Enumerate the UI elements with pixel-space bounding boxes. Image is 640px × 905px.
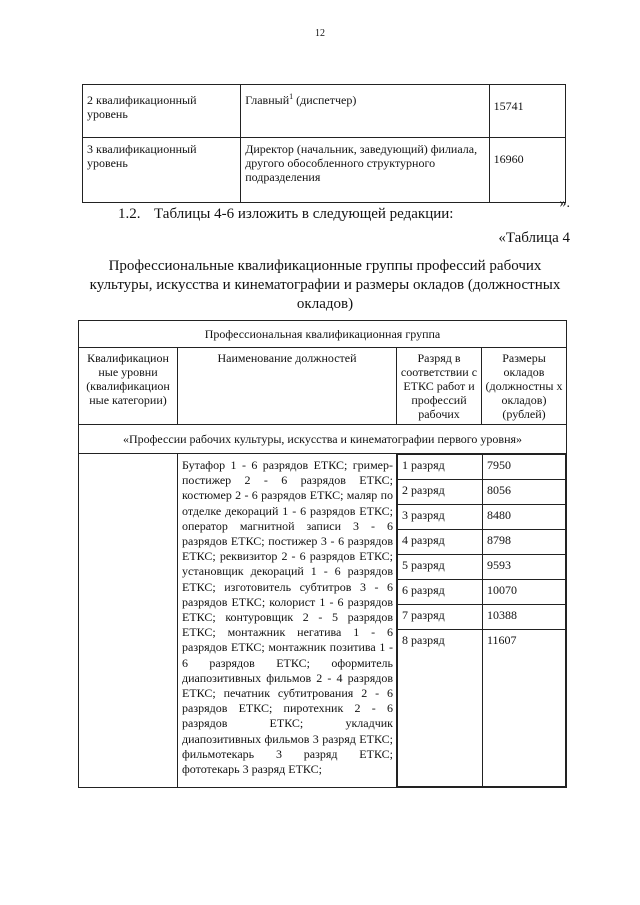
rank-salary: 10070 [483, 580, 566, 605]
rank-label: 8 разряд [398, 630, 483, 787]
table-row [79, 425, 567, 454]
rank-label: 5 разряд [398, 555, 483, 580]
rank-row [398, 480, 566, 505]
table-label: «Таблица 4 [498, 230, 570, 246]
rank-row [398, 530, 566, 555]
position-suffix: (диспетчер) [293, 93, 357, 107]
paragraph-text: Таблицы 4-6 изложить в следующей редакции: [154, 206, 454, 222]
column-header-name: Наименование должностей [178, 348, 397, 425]
rank-salary-table [397, 454, 566, 787]
column-header-rank: Разряд в соответствии с ЕТКС работ и профессий рабочих [397, 348, 482, 425]
top-salary-table [82, 84, 566, 203]
column-header-salary: Размеры окладов (должностны х окладов) (рублей) [482, 348, 567, 425]
rank-label: 3 разряд [398, 505, 483, 530]
closing-quote: ». [559, 196, 570, 211]
rank-row [398, 505, 566, 530]
rank-row [398, 580, 566, 605]
rank-row [398, 555, 566, 580]
table-row [83, 138, 566, 203]
rank-salary: 10388 [483, 605, 566, 630]
table-row [79, 454, 567, 788]
table-row [83, 85, 566, 138]
position-cell [241, 85, 489, 138]
rank-label: 2 разряд [398, 480, 483, 505]
rank-salary: 9593 [483, 555, 566, 580]
rank-row [398, 630, 566, 787]
table-row [79, 348, 567, 425]
level-cell: 3 квалификационный уровень [83, 138, 241, 203]
position-cell: Директор (начальник, заведующий) филиала, другого обособленного структурного подразделения [241, 138, 489, 203]
paragraph [118, 206, 453, 223]
table-row [79, 321, 567, 348]
level-cell: 2 квалификационный уровень [83, 85, 241, 138]
position-text: Главный [245, 93, 290, 107]
group-header: Профессиональная квалификационная группа [79, 321, 567, 348]
page-number: 12 [315, 28, 325, 39]
rank-label: 7 разряд [398, 605, 483, 630]
rank-row [398, 605, 566, 630]
positions-list: Бутафор 1 - 6 разрядов ЕТКС; гример-постижер 2 - 6 разрядов ЕТКС; костюмер 2 - 6 разрядов ЕТКС; маляр по отделке декораций 1 - 6 разрядов ЕТКС; оператор магнитной записи 3 - 6 разрядов ЕТКС; постижер 3 - 6 разрядов ЕТКС; реквизитор 2 - 6 разрядов ЕТКС; установщик декораций 1 - 6 разрядов ЕТКС; изготовитель субтитров 3 - 6 разрядов ЕТКС; колорист 1 - 6 разрядов ЕТКС; контуровщик 2 - 5 разрядов ЕТКС; монтажник негатива 1 - 6 разрядов ЕТКС; монтажник позитива 1 - 6 разрядов ЕТКС; оформитель диапозитивных фильмов 2 - 4 разрядов ЕТКС; печатник субтитрования 2 - 6 разрядов ЕТКС; пиротехник 2 - 6 разрядов ЕТКС; укладчик диапозитивных фильмов 3 разряд ЕТКС; фильмотекарь 3 разряд ЕТКС; фототекарь 3 разряд ЕТКС; [178, 454, 397, 788]
paragraph-number: 1.2. [118, 206, 141, 222]
column-header-level: Квалификацион ные уровни (квалификацион ные категории) [79, 348, 178, 425]
rank-label: 1 разряд [398, 455, 483, 480]
main-salary-table [78, 320, 567, 788]
rank-salary: 8480 [483, 505, 566, 530]
rank-salary: 11607 [483, 630, 566, 787]
rank-label: 6 разряд [398, 580, 483, 605]
rank-salary: 8798 [483, 530, 566, 555]
rank-row [398, 455, 566, 480]
rank-salary: 7950 [483, 455, 566, 480]
level-cell [79, 454, 178, 788]
rank-salary: 8056 [483, 480, 566, 505]
salary-cell: 16960 [489, 138, 565, 203]
rank-label: 4 разряд [398, 530, 483, 555]
rank-salary-cell [397, 454, 567, 788]
salary-cell: 15741 [489, 85, 565, 138]
table-heading: Профессиональные квалификационные группы профессий рабочих культуры, искусства и кинематографии и размеры окладов (должностных окладов) [89, 258, 561, 312]
subgroup-title: «Профессии рабочих культуры, искусства и кинематографии первого уровня» [79, 425, 567, 454]
footnote-mark: 1 [289, 92, 294, 101]
